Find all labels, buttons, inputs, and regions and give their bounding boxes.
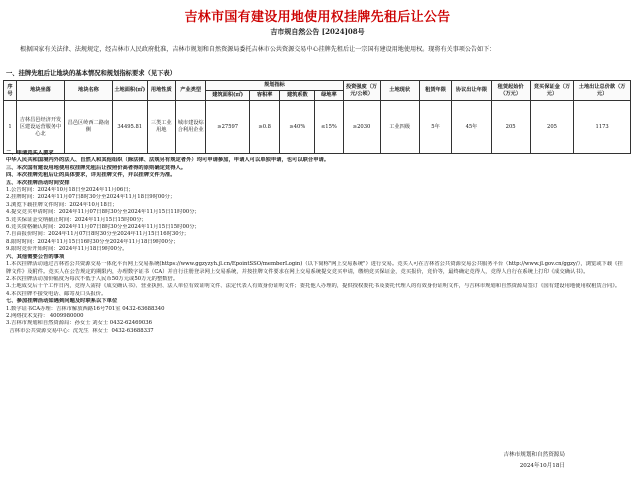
list-item: 4.本次挂牌不接受电话、邮寄及口头报价。 — [6, 290, 107, 297]
signature-date: 2024年10月18日 — [519, 463, 565, 469]
list-item: 1.公告时间：2024年10月18日至2024年11月06日； — [6, 187, 134, 194]
list-item: 7.自由报价时间：2024年11月07日8时30分至2024年11月15日16时30分； — [6, 231, 190, 238]
th-build-area: 建筑面积(㎡) — [206, 91, 250, 101]
list-item: 2.挂牌时间：2024年11月07日8时30分至2024年11月18日9时00分； — [6, 194, 176, 201]
list-item: 2.本次挂牌活动加价幅度为每次不低于人民币50万元或50万元的整数倍。 — [6, 275, 179, 282]
th-density: 建筑系数 — [280, 91, 315, 101]
list-item: 2.网络技术支持： 4009980000 — [6, 312, 84, 319]
signature-org: 吉林市规划和自然资源局 — [503, 452, 565, 458]
cell-far: ≥0.8 — [249, 101, 279, 154]
cell-agreement-term: 45年 — [452, 101, 491, 154]
section-3-heading: 三、本次国有建设用地使用权挂牌先租后让按照价高者得的原则确定竞得人。 — [6, 164, 187, 171]
section-1-heading: 一、挂牌先租后让地块的基本情况和规划指标要求（见下表） — [6, 70, 177, 77]
cell-density: ≥40% — [280, 101, 315, 154]
list-item: 1.数字证书CA办理：吉林市解放西路16号701室 0432-63688340 — [6, 305, 165, 312]
table-row — [4, 101, 631, 154]
th-condition: 土地现状 — [380, 81, 419, 101]
th-rent-term: 租赁年限 — [419, 81, 452, 101]
cell-area: 34495.81 — [112, 101, 147, 154]
th-name: 地块名称 — [64, 81, 112, 101]
land-info-table — [3, 80, 631, 154]
th-deposit: 竞买保证金（万元） — [530, 81, 574, 101]
list-item: 3.吉林市规划和自然资源局：孙女士 刘女士 0432-62469036 — [6, 320, 152, 327]
intro-paragraph: 根据国家有关法律、法规规定，经吉林市人民政府批准，吉林市规划和自然资源局委托吉林市公共资源交易中心挂牌先租后让一宗国有建设用地使用权。现将有关事项公告如下： — [20, 46, 496, 53]
cell-seq: 1 — [4, 101, 17, 154]
list-item: 9.限时竞价开始时间：2024年11月18日9时00分。 — [6, 246, 128, 253]
cell-build-area: ≥27597 — [206, 101, 250, 154]
th-agreement-term: 协议出让年限 — [452, 81, 491, 101]
list-item: 4.提交竞买申请时间：2024年11月07日8时30分至2024年11月15日11时00分； — [6, 209, 200, 216]
cell-rent-start: 205 — [491, 101, 530, 154]
cell-rent-term: 5年 — [419, 101, 452, 154]
section-2-text: 中华人民共和国境内外的法人、自然人和其他组织（除法律、法规另有规定者外）均可申请参加，申请人可以单独申请，也可以联合申请。 — [6, 157, 330, 164]
cell-use: 三类工业用地 — [147, 101, 175, 154]
th-industry: 产业类型 — [175, 81, 205, 101]
th-total-start: 土地出让总价款（万元） — [574, 81, 631, 101]
intro-block — [6, 44, 628, 55]
section-7-heading: 七、参加挂牌活动如遇到问题及时联系以下单位 — [6, 298, 118, 305]
cell-invest: ≥2030 — [343, 101, 380, 154]
th-planning: 规划指标 — [206, 81, 343, 91]
cell-green: ≤15% — [315, 101, 343, 154]
th-invest: 投资强度（万元/公顷） — [343, 81, 380, 101]
list-item: 1.本次挂牌活动通过吉林省公共资源交易一体化平台网上交易系统(https://www.ggzyzyh.jl.cn/EpointSSO/memberLogin)（以下简称"网上交易系统"）进行交易。竞买人可在吉林省公共资源交易公共服务平台（http://www.jl.gov.cn/ggzy/），浏览或下载《挂牌文件》及附件。竞买人在公告规定的期限内，办理数字证书（CA）并自行注册登录网上交易系统，并按挂牌文件要求在网上交易系统提交竞买申请，缴纳竞买保证金，竞买报价，竞价等，最终确定竞得人，竞得人自行在系统上打印《成交确认书》。 — [6, 261, 623, 275]
section-2-heading: 二、申请竞买人要求 — [6, 150, 54, 156]
section-4-heading: 四、本次挂牌先租后让的具体要求，详见挂牌文件，并以挂牌文件为准。 — [6, 172, 176, 179]
page-title: 吉林市国有建设用地使用权挂牌先租后让公告 — [184, 10, 451, 25]
announcement-body — [6, 150, 628, 335]
list-item: 5.竞买保证金交纳截止时间：2024年11月15日15时00分； — [6, 216, 147, 223]
cell-condition: 工业四级 — [380, 101, 419, 154]
cell-total-start: 1173 — [574, 101, 631, 154]
list-item: 3.土地成交后十个工作日内，竞得人需持《成交确认书》、营业执照、法人单位有效证明文件、法定代表人有效身份证明文件；委托他人办理的，提供授权委托书及委托代理人的有效身份证明文件，与吉林市规划和自然资源局签订《国有建设用地使用权租赁合同》。 — [6, 283, 621, 290]
table-header-row — [4, 81, 631, 91]
th-area: 土地面积(㎡) — [112, 81, 147, 101]
th-far: 容积率 — [249, 91, 279, 101]
cell-location: 吉林昌邑经济开发区建设运营服务中心北 — [17, 101, 65, 154]
cell-name: 昌邑区岭西二路南侧 — [64, 101, 112, 154]
list-item: 8.限时时间：2024年11月15日16时30分至2024年11月18日9时00分； — [6, 238, 179, 245]
th-use: 用地性质 — [147, 81, 175, 101]
list-item: 吉林市公共资源交易中心：沈先生 林女士 0432-63688337 — [6, 327, 154, 334]
list-item: 3.浏览下载挂牌文件时间：2024年10月18日； — [6, 201, 118, 208]
th-green: 绿地率 — [315, 91, 343, 101]
section-5-heading: 五、本次挂牌活动时间安排 — [6, 179, 70, 186]
section-6-heading: 六、其他需要公告的事项 — [6, 253, 65, 260]
document-number: 吉市规自然公告 [2024]08号 — [270, 27, 365, 36]
th-rent-start: 租赁起始价（万元） — [491, 81, 530, 101]
th-seq: 序号 — [4, 81, 17, 101]
cell-industry: 城市建设综合利用企业 — [175, 101, 205, 154]
list-item: 6.竞买资格确认时间：2024年11月07日8时30分至2024年11月15日15时00分； — [6, 224, 200, 231]
cell-deposit: 205 — [530, 101, 574, 154]
th-location: 地块坐落 — [17, 81, 65, 101]
